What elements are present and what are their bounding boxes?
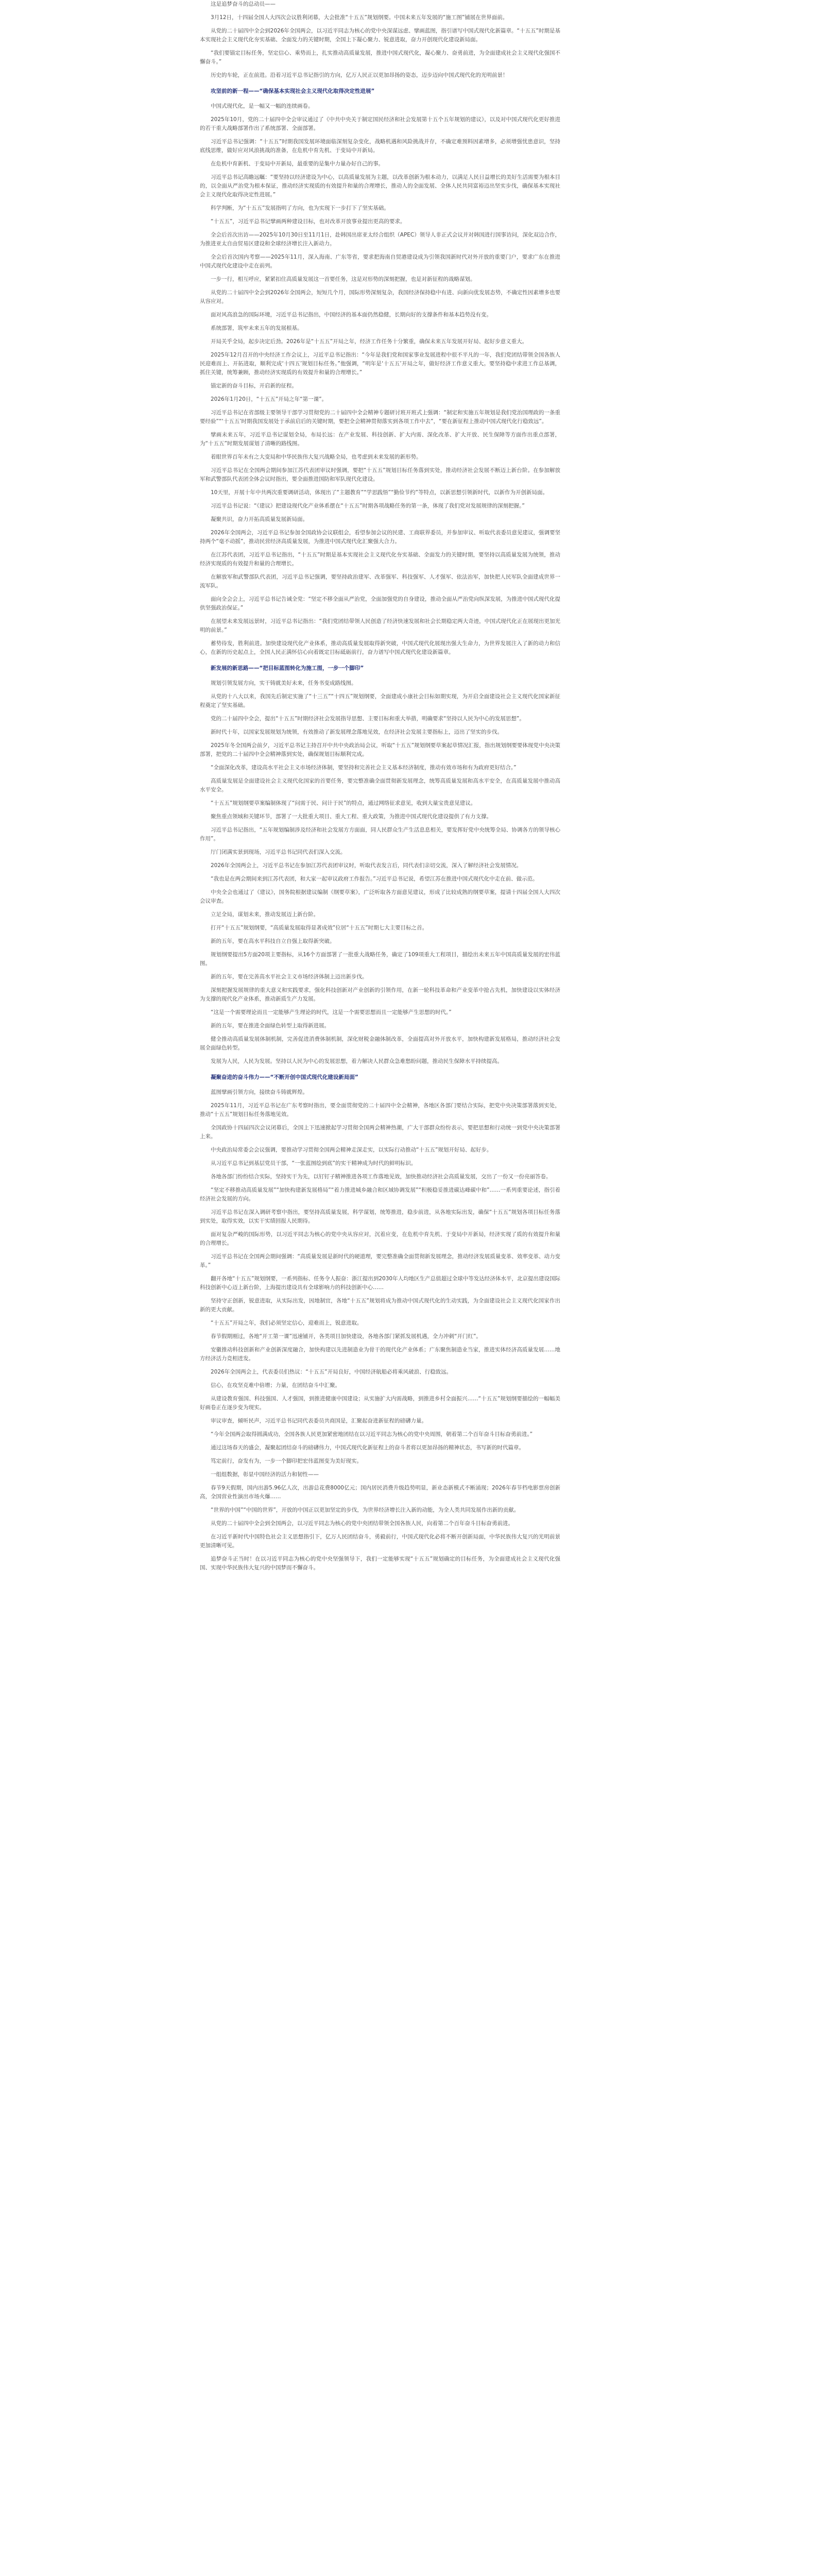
- body-paragraph: “我也是在两会期间来到江苏代表团，和大家一起审议政府工作报告。”习近平总书记说，希望江苏在推进中国式现代化中走在前、做示范。: [211, 876, 538, 882]
- body-paragraph: 深刻把握发展规律的重大意义和实践要求，强化科技创新对产业创新的引领作用，在新一轮科技革命和产业变革中抢占先机，加快建设以实体经济为支撑的现代化产业体系，推动新质生产力发展。: [200, 987, 560, 1002]
- article-body: [200, 0, 560, 1572]
- body-paragraph: 面对复杂严峻的国际形势，以习近平同志为核心的党中央从容应对，沉着应变，在危机中育先机、于变局中开新局，经济实现了质的有效提升和量的合理增长。: [200, 1231, 560, 1246]
- body-paragraph: 中央政治局常委会会议强调，要推动学习贯彻全国两会精神走深走实，以实际行动推动“十五五”规划开好局、起好步。: [211, 1147, 492, 1153]
- body-paragraph: 新的五年，要在高水平科技自立自强上取得新突破。: [211, 938, 335, 944]
- body-paragraph: 习近平总书记强调：“十五五”时期我国发展环境面临深刻复杂变化，战略机遇和风险挑战并存，不确定难预料因素增多，必须增强忧患意识，坚持底线思维，做好应对风浪挑战的准备，在危机中育先机、于变局中开新局。: [200, 139, 560, 154]
- body-paragraph: “十五五”规划纲要草案编制体现了“问需于民、问计于民”的特点，通过网络征求意见，收到大量宝贵意见建议。: [211, 800, 476, 806]
- body-paragraph: 审议审查，倾听民声，习近平总书记同代表委员共商国是，汇聚起奋进新征程的磅礴力量。: [211, 1418, 427, 1424]
- body-paragraph: 在习近平新时代中国特色社会主义思想指引下，亿万人民团结奋斗，勇毅前行，中国式现代化必将不断开创新局面，中华民族伟大复兴的光明前景更加清晰可见。: [200, 1534, 560, 1549]
- body-paragraph: 全会后首次国内考察——2025年11月，深入海南、广东等省，要求把海南自贸港建设成为引领我国新时代对外开放的重要门户，要求广东在推进中国式现代化建设中走在前列。: [200, 254, 560, 269]
- body-paragraph: 中国式现代化，是一幅又一幅的连续画卷。: [211, 103, 314, 109]
- body-paragraph: 着眼世界百年未有之大变局和中华民族伟大复兴战略全局，也考虑到未来发展的新形势。: [211, 454, 422, 460]
- body-paragraph: 追梦奋斗正当时！在以习近平同志为核心的党中央坚强领导下，我们一定能够实现“十五五”规划确定的目标任务，为全面建成社会主义现代化强国、实现中华民族伟大复兴的中国梦而不懈奋斗。: [200, 1556, 560, 1571]
- body-paragraph: 各地各部门纷纷结合实际，坚持实干为先，以钉钉子精神推进各项工作落地见效，加快推动经济社会高质量发展，交出了一份又一份亮丽答卷。: [211, 1174, 552, 1180]
- body-paragraph: 习近平总书记在省部级主要领导干部学习贯彻党的二十届四中全会精神专题研讨班开班式上强调：“制定和实施五年规划是我们党治国理政的一条重要经验”“‘十五五’时期我国发展处于承前启后的关键时期，要把全会精神贯彻落实到各项工作中去”，“要在新征程上推动中国式现代化行稳致远”。: [200, 410, 560, 425]
- body-paragraph: 2025年11月，习近平总书记在广东考察时指出，要全面贯彻党的二十届四中全会精神，各地区各部门要结合实际，把党中央决策部署落到实处，推动“十五五”规划目标任务落地见效。: [200, 1103, 560, 1117]
- body-paragraph: 在展望未来发展远景时，习近平总书记指出：“我们党团结带领人民创造了经济快速发展和社会长期稳定两大奇迹，中国式现代化正在展现出更加光明的前景。”: [200, 618, 560, 633]
- body-paragraph: 厅门闭满实景到现场，习近平总书记同代表们深入交流。: [211, 849, 346, 855]
- body-paragraph: 2026年全国两会上，代表委员们热议：“十五五”开局良好，中国经济航船必将乘风破浪、行稳致远。: [211, 1369, 452, 1375]
- body-paragraph: 面向全会会上，习近平总书记告诫全党：“坚定不移全面从严治党，全面加强党的自身建设，推动全面从严治党向纵深发展，为推进中国式现代化提供坚强政治保证。”: [200, 596, 560, 611]
- body-paragraph: “坚定不移推动高质量发展”“加快构建新发展格局”“着力推进城乡融合和区域协调发展”“积极稳妥推进碳达峰碳中和”……一系列重要论述，指引着经济社会发展的方向。: [200, 1187, 560, 1202]
- body-paragraph: 全会后首次出访——2025年10月30日至11月1日，赴韩国出席亚太经合组织（APEC）领导人非正式会议并对韩国进行国事访问，深化双边合作，为推进亚太自由贸易区建设和全球经济增长注入新动力。: [200, 232, 560, 247]
- body-paragraph: 健全推动高质量发展体制机制，完善促进消费体制机制，深化财税金融体制改革，全面提高对外开放水平，加快构建新发展格局，推动经济社会发展全面绿色转型。: [200, 1036, 560, 1051]
- body-paragraph: 笃定前行，奋发有为，一步一个脚印把宏伟蓝图变为美好现实。: [211, 1458, 362, 1464]
- body-paragraph: 2026年全国两会上，习近平总书记在参加江苏代表团审议时，听取代表发言后，同代表们亲切交流，深入了解经济社会发展情况。: [211, 862, 522, 869]
- body-paragraph: “这是一个需要理论而且一定能够产生理论的时代，这是一个需要思想而且一定能够产生思想的时代。”: [211, 1009, 452, 1015]
- body-paragraph: 2025年冬全国两会前夕，习近平总书记主持召开中共中央政治局会议，听取“十五五”规划纲要草案起草情况汇报，指出规划纲要要体现党中央决策部署，把党的二十届四中全会精神落到实处，确保规划目标顺利完成。: [200, 742, 560, 757]
- body-paragraph: 习近平总书记在全国两会期间强调：“高质量发展是新时代的硬道理，要完整准确全面贯彻新发展理念，推动经济发展质量变革、效率变革、动力变革。”: [200, 1253, 560, 1268]
- body-paragraph: 凝聚共识，奋力开拓高质量发展新局面。: [211, 516, 308, 522]
- body-paragraph: 2025年10月，党的二十届四中全会审议通过了《中共中央关于制定国民经济和社会发展第十五个五年规划的建议》，以及对中国式现代化更好推进的若干重大战略部署作出了系统部署、全面部署。: [200, 116, 560, 131]
- body-paragraph: 开局关乎全局，起步决定后劲。2026年是“十五五”开局之年，经济工作任务十分繁重，确保未来五年发展开好局、起好步意义重大。: [211, 338, 528, 345]
- body-paragraph: 翻开各地“十五五”规划纲要，一系列指标、任务令人振奋：浙江提出到2030年人均地区生产总值超过全球中等发达经济体水平，北京提出建设国际科技创新中心迈上新台阶，上海提出建设具有全球影响力的科技创新中心……: [200, 1276, 560, 1291]
- body-paragraph: 打开“十五五”规划纲要，“高质量发展取得显著成效”位居“十五五”时期七大主要目标之首。: [211, 925, 428, 931]
- body-paragraph: 中央全会也通过了《建议》，国务院根据建议编制《纲要草案》，广泛听取各方面意见建议，形成了比较成熟的纲要草案，提请十四届全国人大四次会议审查。: [200, 889, 560, 904]
- body-paragraph: 安徽推动科技创新和产业创新深度融合，加快构建以先进制造业为骨干的现代化产业体系；广东聚焦制造业当家，推进实体经济高质量发展……地方经济活力竞相迸发。: [200, 1347, 560, 1362]
- article-column: [200, 0, 560, 2576]
- body-paragraph: 春节9天假期，国内出游5.96亿人次，出游总花费8000亿元；国内居民消费升级趋势明显，新业态新模式不断涌现；2026年春节档电影票房创新高，全国营业性演出市场火爆……: [200, 1485, 560, 1500]
- body-paragraph: 习近平总书记在全国两会期间参加江苏代表团审议时强调，要把“十五五”规划目标任务落到实处，推动经济社会发展不断迈上新台阶。在参加解放军和武警部队代表团全体会议时指出，要全面推进国防和军队现代化建设。: [200, 467, 560, 482]
- body-paragraph: 这是追梦奋斗的总动员——: [211, 1, 276, 7]
- body-paragraph: 一组组数据，彰显中国经济的活力和韧性——: [211, 1471, 319, 1478]
- body-paragraph: 从党的十八大以来，我国先后制定实施了“十三五”“十四五”规划纲要，全面建成小康社会目标如期实现，为开启全面建设社会主义现代化国家新征程奠定了坚实基础。: [200, 693, 560, 708]
- body-paragraph: 规划引领发展方向，实干铸就美好未来，任务书变成路线图。: [211, 680, 357, 686]
- body-paragraph: 10天里，开展十年中共两次重要调研活动，体现出了“主题教育”“学思践悟”“勤俭节约”等特点，以新思想引领新时代，以新作为开创新局面。: [211, 489, 548, 496]
- body-paragraph: 一步一行，相互呼应，紧紧扣住高质量发展这一首要任务，这是对形势的深刻把握，也是对新征程的战略谋划。: [211, 276, 476, 282]
- body-paragraph: 科学判断，为“十五五”发展指明了方向，也为实现下一步打下了坚实基础。: [211, 205, 389, 211]
- body-paragraph: “世界的中国”“中国的世界”，开放的中国正以更加坚定的步伐，为世界经济增长注入新的动能，为全人类共同发展作出新的贡献。: [211, 1507, 520, 1513]
- body-paragraph: “我们要锚定目标任务，坚定信心、乘势而上，扎实推动高质量发展，推进中国式现代化，凝心聚力、奋勇前进，为全面建成社会主义现代化强国不懈奋斗。”: [200, 50, 560, 65]
- body-paragraph: 在危机中育新机、于变局中开新局，最重要的是集中力量办好自己的事。: [211, 161, 384, 167]
- body-paragraph: 立足全局，谋划未来，推动发展迈上新台阶。: [211, 911, 319, 918]
- body-paragraph: “全面深化改革，建设高水平社会主义市场经济体制，要坚持和完善社会主义基本经济制度，推动有效市场和有为政府更好结合。”: [211, 765, 517, 771]
- body-paragraph: 在解放军和武警部队代表团，习近平总书记强调，要坚持政治建军、改革强军、科技强军、人才强军、依法治军，加快把人民军队全面建成世界一流军队。: [200, 574, 560, 589]
- body-paragraph: 擘画未来五年，习近平总书记谋划全局，布局长远：在产业发展、科技创新、扩大内需、深化改革、扩大开放、民生保障等方面作出重点部署，为“十五五”时期发展谋划了清晰的路线图。: [200, 432, 560, 447]
- body-paragraph: 3月12日，十四届全国人大四次会议胜利闭幕，大会批准“十五五”规划纲要。中国未来五年发展的“施工图”铺展在世界面前。: [211, 14, 508, 21]
- body-paragraph: “十五五”，习近平总书记擘画两种建设目标，也对改革开放事业提出更高的要求。: [211, 218, 406, 225]
- body-paragraph: 系统部署，筑牢未来五年的发展根基。: [211, 325, 303, 331]
- body-paragraph: 习近平总书记说：“《建议》把建设现代化产业体系摆在“十五五”时期各项战略任务的第一条，体现了我们党对发展规律的深刻把握。”: [211, 503, 525, 509]
- body-paragraph: 从建设教育强国、科技强国、人才强国，到推进健康中国建设；从实施扩大内需战略，到推进乡村全面振兴……“十五五”规划纲要描绘的一幅幅美好画卷正在逐步变为现实。: [200, 1396, 560, 1411]
- body-paragraph: “十五五”开局之年，我们必须坚定信心，迎难而上，锐意进取。: [211, 1320, 363, 1326]
- body-paragraph: 坚持守正创新，锐意进取，从实际出发，因地制宜，各地“十五五”规划将成为推动中国式现代化的生动实践，为全面建设社会主义现代化国家作出新的更大贡献。: [200, 1298, 560, 1313]
- body-paragraph: 锚定新的奋斗目标，开启新的征程。: [211, 383, 297, 389]
- body-paragraph: 党的二十届四中全会，提出“十五五”时期经济社会发展指导思想、主要目标和重大举措，明确要求“坚持以人民为中心的发展思想”。: [211, 716, 525, 722]
- body-paragraph: 蓄势待发，胜利前进。加快建设现代化产业体系，推动高质量发展取得新突破，中国式现代化展现出强大生命力，为世界发展注入了新的动力和信心，在新的历史起点上，全国人民正满怀信心向着既定目标砥砺前行，奋力谱写中国式现代化建设新篇章。: [200, 640, 560, 655]
- body-paragraph: 从党的二十届四中全会到全国两会，以习近平同志为核心的党中央团结带领全国各族人民，向着第二个百年奋斗目标奋勇前进。: [211, 1520, 513, 1527]
- body-paragraph: 习近平总书记高瞻远瞩：“要坚持以经济建设为中心，以高质量发展为主题，以改革创新为根本动力，以满足人民日益增长的美好生活需要为根本目的，以全面从严治党为根本保证，推动经济实现质的有效提升和量的合理增长，推动人的全面发展、全体人民共同富裕迈出坚实步伐，确保基本实现社会主义现代化取得决定性进展。”: [200, 174, 560, 198]
- body-paragraph: 通过这场春天的盛会，凝聚起团结奋斗的磅礴伟力，中国式现代化新征程上的奋斗者将以更加昂扬的精神状态，书写新的时代篇章。: [211, 1445, 524, 1451]
- body-paragraph: 在江苏代表团，习近平总书记指出，“十五五”时期是基本实现社会主义现代化夯实基础、全面发力的关键时期，要坚持以高质量发展为统领，推动经济实现质的有效提升和量的合理增长。: [200, 552, 560, 567]
- body-paragraph: 历史的车轮，正在前进。沿着习近平总书记指引的方向，亿万人民正以更加昂扬的姿态，迈步迈向中国式现代化的光明前景！: [211, 72, 508, 78]
- body-paragraph: 习近平总书记指出，“五年规划编制涉及经济和社会发展方方面面，同人民群众生产生活息息相关，要发挥好党中央统筹全局、协调各方的领导核心作用”。: [200, 827, 560, 842]
- body-paragraph: 蓝图擘画引领方向，接续奋斗铸就辉煌。: [211, 1089, 308, 1095]
- section-heading: 新发展的新思路——“把目标蓝图转化为施工图，一步一个脚印”: [211, 665, 364, 671]
- body-paragraph: 从党的二十届四中全会到2026年全国两会，以习近平同志为核心的党中央深谋远虑、擘画蓝图，指引谱写中国式现代化新篇章。“十五五”时期是基本实现社会主义现代化夯实基础、全面发力的关键时期，全国上下凝心聚力、锐意进取，奋力开创现代化建设新局面。: [200, 28, 560, 43]
- body-paragraph: 新时代十年，以国家发展规划为统领，有效推动了新发展理念落地见效，在经济社会发展主要指标上，迈出了坚实的步伐。: [211, 729, 503, 735]
- body-paragraph: 面对风高浪急的国际环境，习近平总书记指出，中国经济的基本面仍然稳健，长期向好的支撑条件和基本趋势没有变。: [211, 312, 492, 318]
- body-paragraph: 全国政协十四届四次会议闭幕后，全国上下迅速掀起学习贯彻全国两会精神热潮，广大干部群众纷纷表示，要把思想和行动统一到党中央决策部署上来。: [200, 1125, 560, 1140]
- body-paragraph: 2026年1月20日，“十五五”开局之年“第一课”。: [211, 396, 328, 402]
- body-paragraph: “今年全国两会取得圆满成功，全国各族人民更加紧密地团结在以习近平同志为核心的党中央周围，朝着第二个百年奋斗目标奋勇前进。”: [211, 1431, 533, 1437]
- body-paragraph: 新的五年，要在推进全面绿色转型上取得新进展。: [211, 1023, 330, 1029]
- body-paragraph: 习近平总书记在深入调研考察中指出，要坚持高质量发展，科学谋划，统筹推进，稳步前进，从各地实际出发，确保“十五五”规划各项目标任务落到实处，取得实效，以实干实绩回报人民期待。: [200, 1209, 560, 1224]
- body-paragraph: 从党的二十届四中全会到2026年全国两会，短短几个月，国际形势深刻复杂，我国经济保持稳中有进、向新向优发展态势，不确定性因素增多也要从容应对。: [200, 290, 560, 304]
- body-paragraph: 高质量发展是全面建设社会主义现代化国家的首要任务，要完整准确全面贯彻新发展理念，统筹高质量发展和高水平安全，在高质量发展中推动高水平安全。: [200, 778, 560, 793]
- body-paragraph: 新的五年，要在完善高水平社会主义市场经济体制上迈出新步伐。: [211, 974, 368, 980]
- section-heading: 凝聚奋进的奋斗伟力——“不断开创中国式现代化建设新局面”: [211, 1074, 358, 1080]
- section-heading: 攻坚前的新一程——“确保基本实现社会主义现代化取得决定性进展”: [211, 88, 375, 94]
- body-paragraph: 从习近平总书记到基层党员干部，“一张蓝图绘到底”的实干精神成为时代的鲜明标识。: [211, 1160, 417, 1166]
- body-paragraph: 发展为人民，人民为发展。坚持以人民为中心的发展思想，着力解决人民群众急难愁盼问题，推动民生保障水平持续提高。: [211, 1058, 503, 1064]
- body-paragraph: 2025年12月召开的中央经济工作会议上，习近平总书记指出：“今年是我们党和国家事业发展进程中很不平凡的一年，我们党团结带领全国各族人民迎难而上、开拓进取，顺利完成‘十四五’规划目标任务。”他强调，“明年是‘十五五’开局之年，做好经济工作意义重大。要坚持稳中求进工作总基调，抓住关键，统筹兼顾，推动经济实现质的有效提升和量的合理增长。”: [200, 352, 560, 376]
- body-paragraph: 2026年全国两会，习近平总书记参加全国政协会议联组会，看望参加会议的民建、工商联界委员，并参加审议、听取代表委员意见建议，强调要坚持两个“毫不动摇”，推动民营经济高质量发展，为推进中国式现代化汇聚强大合力。: [200, 530, 560, 545]
- body-paragraph: 规划纲要提出5方面20项主要指标，从16个方面部署了一批重大战略任务，确定了109项重大工程项目，描绘出未来五年中国高质量发展的宏伟蓝图。: [200, 952, 560, 967]
- body-paragraph: 聚焦重点领域和关键环节，部署了一大批重大项目、重大工程、重大政策，为推进中国式现代化建设提供了有力支撑。: [211, 814, 492, 820]
- body-paragraph: 春节假期刚过，各地“开工第一课”迅速铺开，各类项目加快建设，各地各部门紧抓发展机遇，全力冲刺“开门红”。: [211, 1333, 482, 1340]
- body-paragraph: 信心，在攻坚克难中倍增；力量，在团结奋斗中汇聚。: [211, 1382, 340, 1388]
